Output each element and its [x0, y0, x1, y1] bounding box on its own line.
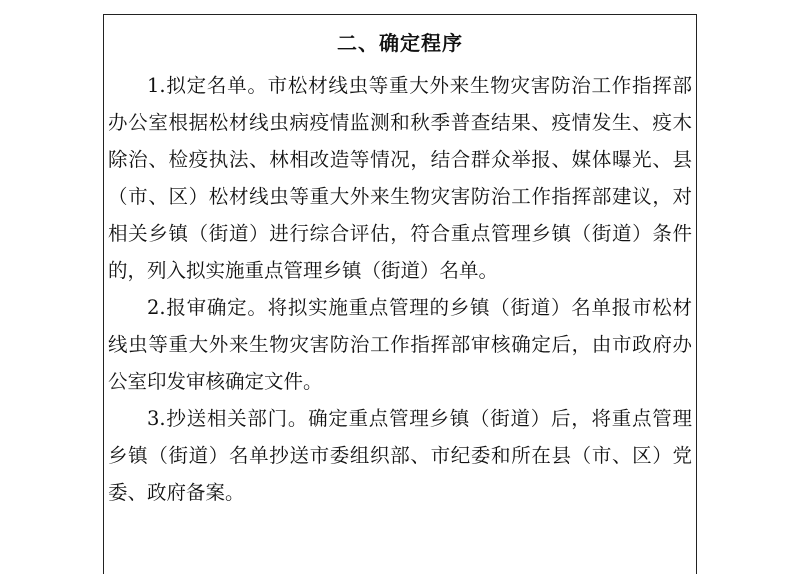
paragraph-copy-departments: 3.抄送相关部门。确定重点管理乡镇（街道）后，将重点管理乡镇（街道）名单抄送市委组织部、市纪委和所在县（市、区）党委、政府备案。	[108, 407, 692, 504]
paragraph-review-confirm: 2.报审确定。将拟实施重点管理的乡镇（街道）名单报市松材线虫等重大外来生物灾害防治工作指挥部审核确定后，由市政府办公室印发审核确定文件。	[108, 296, 692, 393]
document-body	[108, 67, 692, 511]
paragraph-draft-list: 1.拟定名单。市松材线虫等重大外来生物灾害防治工作指挥部办公室根据松材线虫病疫情监测和秋季普查结果、疫情发生、疫木除治、检疫执法、林相改造等情况，结合群众举报、媒体曝光、县（市、区）松材线虫等重大外来生物灾害防治工作指挥部建议，对相关乡镇（街道）进行综合评估，符合重点管理乡镇（街道）条件的，列入拟实施重点管理乡镇（街道）名单。	[108, 74, 692, 282]
document-frame	[103, 14, 697, 574]
section-title: 二、确定程序	[337, 31, 463, 55]
